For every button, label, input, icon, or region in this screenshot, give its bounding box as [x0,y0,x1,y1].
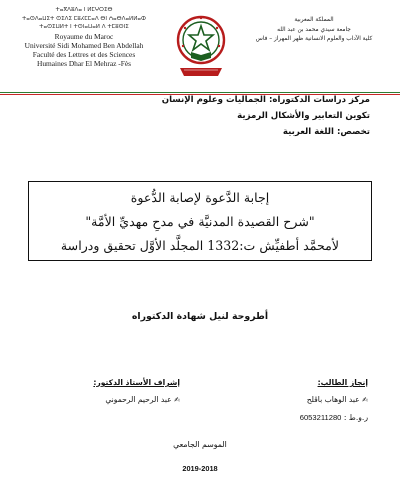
academic-season-label: الموسم الجامعي [173,440,227,449]
tifinagh-line: ⵜⴰⴳⴷⵓⴷⴰ ⵏ ⵍⵎⵖⵔⵉⴱ [55,7,113,13]
supervisor-name: عبد الرحيم الرحموني [105,395,172,404]
training-program: تكوين التعابير والأشكال الرمزية [237,111,370,121]
supervisor-line [50,391,180,409]
student-id-label: ر.و.ط : [343,413,368,422]
university-crest-icon [174,6,228,84]
student-line [238,391,368,409]
doctoral-center: مركز دراسات الدكتوراه: الجماليات وعلوم الإنسان [161,95,370,105]
supervisor-label: إشراف الأستاذ الدكتور: [93,378,180,387]
header-right-block [234,16,394,45]
thesis-degree-label: أطروحة لنيل شهادة الدكتوراه [131,311,269,322]
tifinagh-line: ⵜⴰⵙⴷⴰⵡⵉⵜ ⵙⵉⴷⵉ ⵎⵓⵃⵎⵎⴰⴷ ⴱⵏ ⵄⴰⴱⴷⴰⵍⵍⴰⵀ [21,15,147,22]
student-id-line [238,409,368,426]
tifinagh-line: ⵜⴰⵙⵉⵡⵍⵜ ⵏ ⵜⵙⵏⴰⵡⴰⵍ ⴷ ⵜⵎⵓⵙⵏⵉ [39,24,129,30]
document-header [0,6,400,96]
arabic-line: المملكة المغربية [294,17,334,23]
student-block [238,374,368,426]
program-info [70,92,370,140]
title-line-1: إجابة الدَّعوة لإصابة الدُّعوة [130,190,270,205]
student-name: عبد الوهاب باڤلح [306,395,360,404]
title-line-3: لأمحمَّد أطفيِّش ت:1332 المجلَّد الأوَّل تحقيق ودراسة [60,238,340,253]
arabic-line: جامعة سيدي محمد بن عبد الله [277,26,351,33]
thesis-title-box [28,181,372,261]
pen-icon: ✍ [174,396,180,404]
student-id-value: 6053211280 [299,413,342,422]
student-label: إنجاز الطالب: [317,378,368,387]
academic-years: 2019-2018 [182,464,218,473]
specialization: تخصص: اللغة العربية [282,127,370,137]
french-line: Faculté des Lettres et des Sciences [32,49,136,59]
title-line-2: "شرح القصيدة المدنيَّة في مدحِ مهديِّ الأمَّة" [85,214,315,229]
arabic-line: كلية الآداب والعلوم الانسانية ظهر المهراز – فاس [255,36,373,43]
header-left-block [4,6,164,68]
pen-icon: ✍ [362,396,368,404]
french-line: Royaume du Maroc [54,31,114,41]
supervisor-block [50,374,180,409]
french-line: Humaines Dhar El Mehraz -Fès [37,58,131,68]
french-line: Université Sidi Mohamed Ben Abdellah [24,40,144,50]
